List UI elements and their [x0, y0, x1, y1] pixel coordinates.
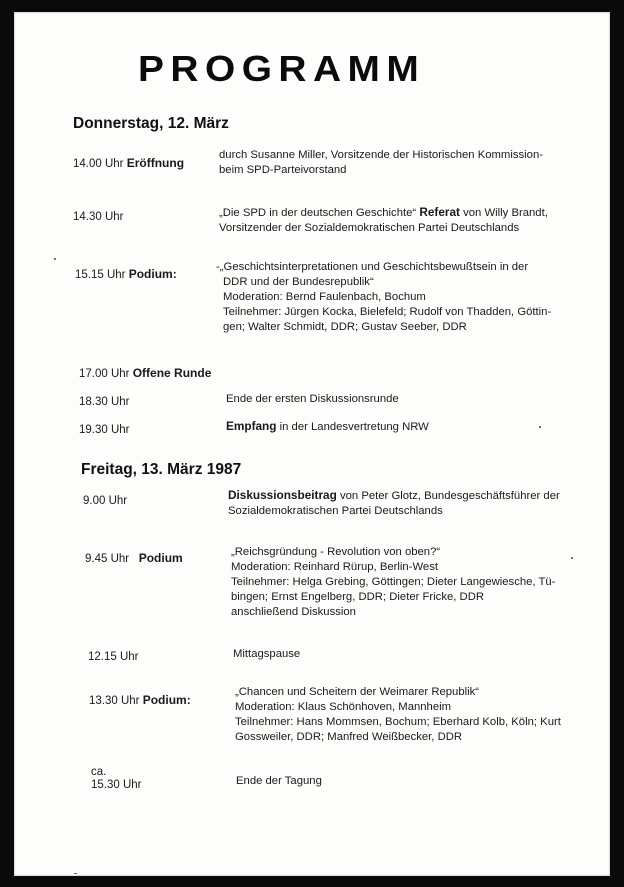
time-label: 12.15 Uhr	[88, 651, 139, 663]
session-label: Eröffnung	[126, 156, 185, 170]
description-line: beim SPD-Parteivorstand	[219, 164, 347, 176]
description-line: durch Susanne Miller, Vorsitzende der Historischen Kommission-	[219, 149, 543, 161]
session-description	[228, 488, 560, 519]
time-label: 15.30 Uhr	[91, 779, 142, 791]
session-description	[219, 205, 548, 236]
session-description	[216, 260, 551, 335]
description-line: Ende der ersten Diskussionsrunde	[226, 393, 399, 405]
description-line: anschließend Diskussion	[231, 606, 356, 618]
description-line	[219, 205, 548, 221]
session-label: Podium	[138, 551, 183, 565]
day-heading-thursday: Donnerstag, 12. März	[73, 115, 229, 132]
time-label: 15.15 Uhr	[75, 269, 126, 281]
description-line: Empfang in der Landesvertretung NRW	[226, 419, 429, 433]
session-description	[235, 685, 561, 745]
time-label: 17.00 Uhr	[79, 368, 130, 380]
scan-speck	[539, 426, 541, 428]
description-line: Mittagspause	[233, 648, 301, 660]
time-label: 13.30 Uhr	[89, 695, 140, 707]
time-label: 14.30 Uhr	[73, 211, 124, 223]
description-line: Moderation: Reinhard Rürup, Berlin-West	[231, 561, 438, 573]
description-line: Ende der Tagung	[236, 775, 322, 787]
description-line: Vorsitzender der Sozialdemokratischen Partei Deutschlands	[219, 222, 520, 234]
session-description	[236, 774, 322, 789]
speaker-text: von Willy Brandt,	[463, 207, 548, 219]
time-label: 9.45 Uhr	[85, 553, 130, 565]
session-label: Podium:	[128, 267, 177, 281]
description-line: Moderation: Bernd Faulenbach, Bochum	[223, 291, 426, 303]
session-time	[89, 693, 191, 707]
description-line: Diskussionsbeitrag von Peter Glotz, Bundesgeschäftsführer der	[228, 488, 560, 502]
description-line: gen; Walter Schmidt, DDR; Gustav Seeber, DDR	[223, 321, 467, 333]
program-sheet	[14, 12, 610, 876]
scan-speck	[571, 557, 573, 559]
description-line: Teilnehmer: Jürgen Kocka, Bielefeld; Rudolf von Thadden, Göttin-	[223, 306, 552, 318]
description-line: „Chancen und Scheitern der Weimarer Republik“	[235, 686, 480, 698]
session-time	[88, 651, 139, 663]
session-description	[231, 545, 555, 620]
session-description	[226, 392, 399, 407]
session-type: Empfang	[226, 419, 277, 433]
time-label: 9.00 Uhr	[83, 495, 128, 507]
description-line: „Reichsgründung - Revolution von oben?“	[231, 546, 441, 558]
page-title: PROGRAMM	[138, 48, 426, 89]
session-time	[85, 551, 183, 565]
description-line: DDR und der Bundesrepublik“	[223, 276, 374, 288]
description-line: -„Geschichtsinterpretationen und Geschichtsbewußtsein in der	[216, 261, 529, 273]
session-label: Podium:	[142, 693, 191, 707]
session-time	[91, 779, 142, 791]
session-label: Offene Runde	[132, 366, 212, 380]
scan-speck	[74, 873, 77, 874]
session-description	[226, 419, 429, 435]
description-line: Teilnehmer: Hans Mommsen, Bochum; Eberhard Kolb, Köln; Kurt	[235, 716, 561, 728]
session-type: Diskussionsbeitrag	[228, 488, 337, 502]
description-line: bingen; Ernst Engelberg, DDR; Dieter Fricke, DDR	[231, 591, 485, 603]
time-label: 14.00 Uhr	[73, 158, 124, 170]
session-time-prefix: ca.	[91, 766, 107, 778]
session-time	[73, 156, 184, 170]
description-line: Moderation: Klaus Schönhoven, Mannheim	[235, 701, 452, 713]
session-time	[73, 211, 124, 223]
session-time	[75, 267, 177, 281]
session-time	[83, 495, 127, 507]
day-heading-friday: Freitag, 13. März 1987	[81, 461, 242, 478]
session-description	[219, 148, 543, 178]
scan-speck	[54, 258, 56, 260]
description-line: Teilnehmer: Helga Grebing, Göttingen; Dieter Langewiesche, Tü-	[231, 576, 556, 588]
session-time	[79, 366, 211, 380]
talk-title: „Die SPD in der deutschen Geschichte“	[219, 207, 417, 219]
time-label: 18.30 Uhr	[79, 396, 130, 408]
time-label: 19.30 Uhr	[79, 424, 130, 436]
session-description	[233, 647, 300, 662]
session-type: Referat	[419, 205, 460, 219]
session-time	[79, 396, 130, 408]
description-line: Gossweiler, DDR; Manfred Weißbecker, DDR	[235, 731, 463, 743]
session-time	[79, 424, 130, 436]
description-line: Sozialdemokratischen Partei Deutschlands	[228, 505, 443, 517]
